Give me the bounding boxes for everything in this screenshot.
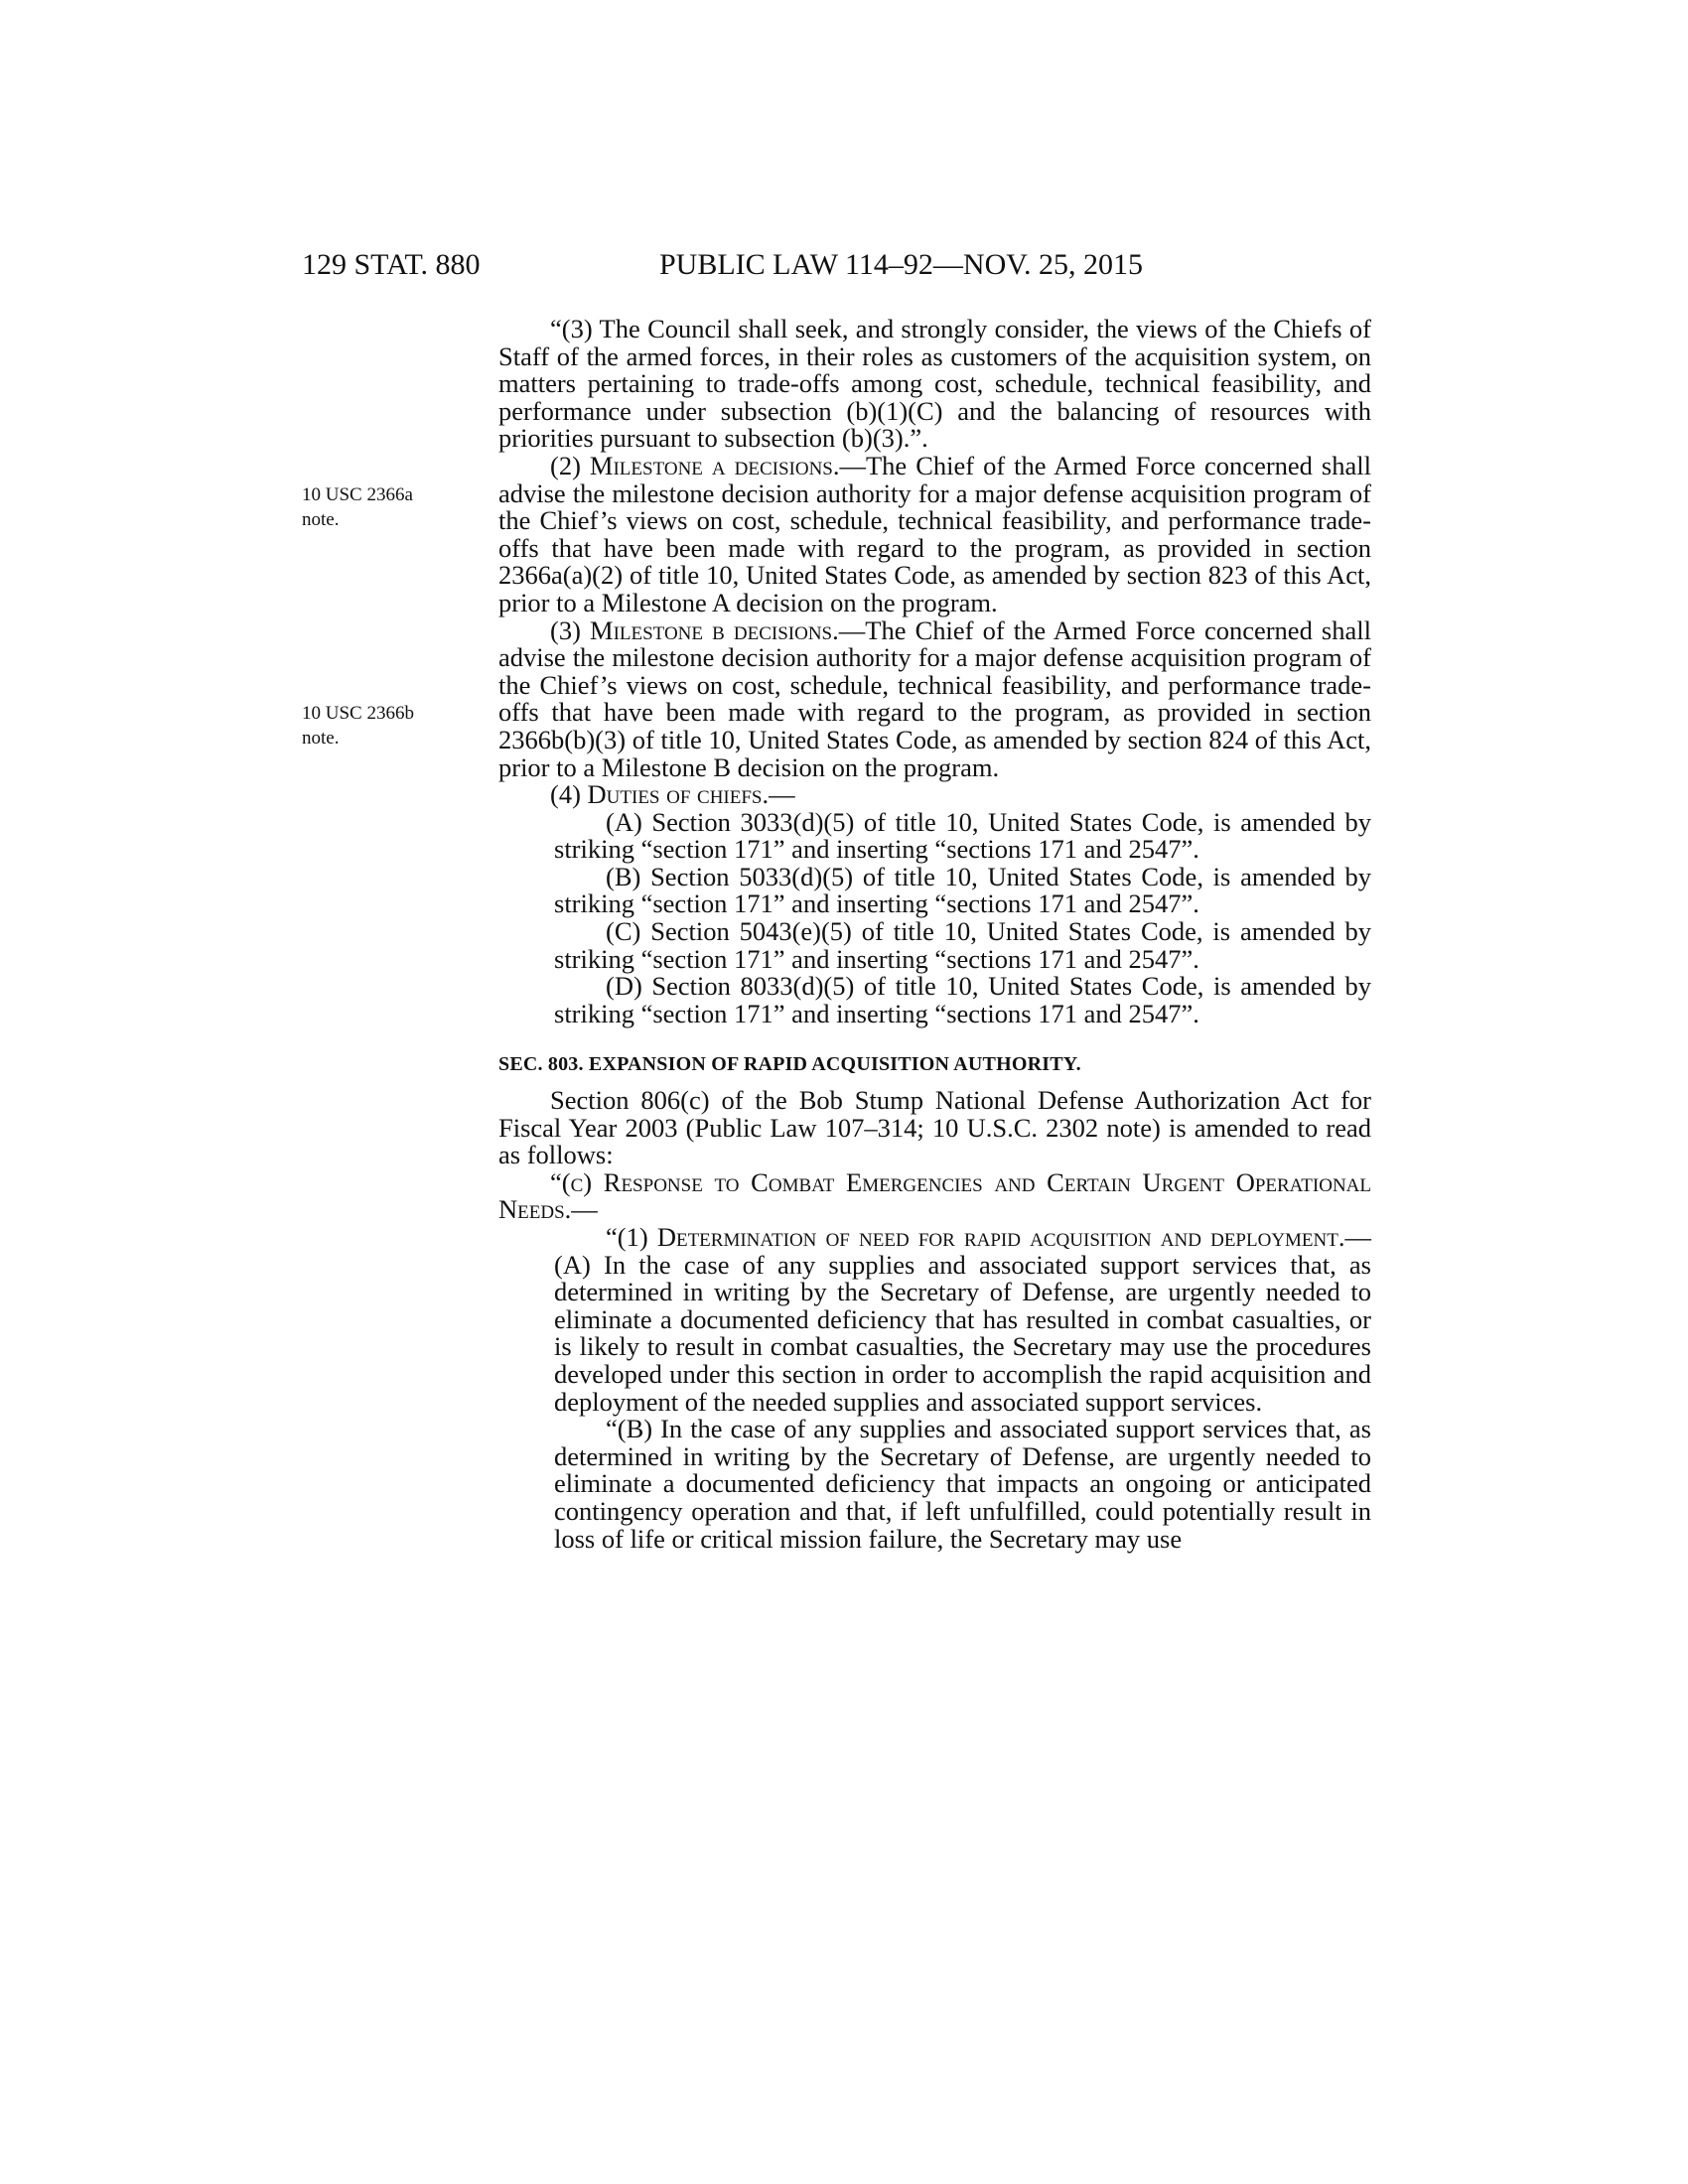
section-intro: Section 806(c) of the Bob Stump National Defense Authorization Act for Fiscal Year 2003 (Public Law 107–314; 10 U.S.C. 2302 note) is amended to read as follows: [498,1085,1371,1170]
paragraph-milestone-b [498,614,1371,782]
margin-note-line: 10 USC 2366a [302,484,413,505]
paragraph-council-views: “(3) The Council shall seek, and strongly consider, the views of the Chiefs of Staff of the armed forces, in their roles as customers of the acquisition system, on matters pertaining to trade-offs among cost, schedule, technical feasibility, and performance under subsection (b)(1)(C) and the balancing of resources with priorities pursuant to subsection (b)(3).”. [498,314,1371,454]
paragraph-duties-heading: (4) Duties of chiefs.— [550,779,795,810]
paragraph-c1 [498,1224,1371,1416]
margin-note-line: 10 USC 2366b [302,703,414,724]
paragraph-heading: (2) Milestone a decisions. [550,450,840,480]
paragraph-text: —(A) In the case of any supplies and associated support services that, as determined in writing by the Secretary of Defense, are urgently needed to eliminate a documented deficiency that has resulted in combat casualties, or is likely to result in combat casualties, the Secretary may use the procedures developed under this section in order to accomplish the rapid acquisition and deployment of the needed supplies and associated support services. [554,1222,1371,1417]
paragraph-milestone-a [498,450,1371,617]
section-heading: SEC. 803. EXPANSION OF RAPID ACQUISITION AUTHORITY. [498,1053,1081,1076]
paragraph-text: —The Chief of the Armed Force concerned shall advise the milestone decision authority for a major defense acquisition program of the Chief’s views on cost, schedule, technical feasibility, and performance trade-offs that have been made with regard to the program, as provided in section 2366b(b)(3) of title 10, United States Code, as amended by section 824 of this Act, prior to a Milestone B decision on the program. [498,614,1371,782]
page-running-title: PUBLIC LAW 114–92—NOV. 25, 2015 [659,248,1144,281]
margin-note-line: note. [302,509,340,530]
subparagraph-d: (D) Section 8033(d)(5) of title 10, United States Code, is amended by striking “section 171” and inserting “sections 171 and 2547”. [554,971,1371,1028]
paragraph-c1b: “(B) In the case of any supplies and associated support services that, as determined in writing by the Secretary of Defense, are urgently needed to eliminate a documented deficiency that impacts an ongoing or anticipated contingency operation and that, if left unfulfilled, could potentially result in loss of life or critical mission failure, the Secretary may use [554,1414,1371,1554]
paragraph-text: —The Chief of the Armed Force concerned shall advise the milestone decision authority for a major defense acquisition program of the Chief’s views on cost, schedule, technical feasibility, and performance trade-offs that have been made with regard to the program, as provided in section 2366a(a)(2) of title 10, United States Code, as amended by section 823 of this Act, prior to a Milestone A decision on the program. [498,450,1371,617]
subparagraph-a: (A) Section 3033(d)(5) of title 10, United States Code, is amended by striking “section 171” and inserting “sections 171 and 2547”. [554,806,1371,865]
subparagraph-c: (C) Section 5043(e)(5) of title 10, United States Code, is amended by striking “section 171” and inserting “sections 171 and 2547”. [554,916,1371,974]
margin-note-2366a [302,482,413,532]
paragraph-heading: (3) Milestone b decisions. [550,614,839,645]
subsection-c-heading: “(c) Response to Combat Emergencies and Certain Urgent Operational Needs.— [498,1166,1371,1225]
subparagraph-b: (B) Section 5033(d)(5) of title 10, United States Code, is amended by striking “section 171” and inserting “sections 171 and 2547”. [554,861,1371,919]
margin-note-line: note. [302,728,340,749]
paragraph-heading: “(1) Determination of need for rapid acquisition and deployment. [606,1222,1345,1252]
document-body [498,316,1371,1553]
margin-note-2366b [302,701,414,751]
page-stat-number: 129 STAT. 880 [302,248,481,281]
